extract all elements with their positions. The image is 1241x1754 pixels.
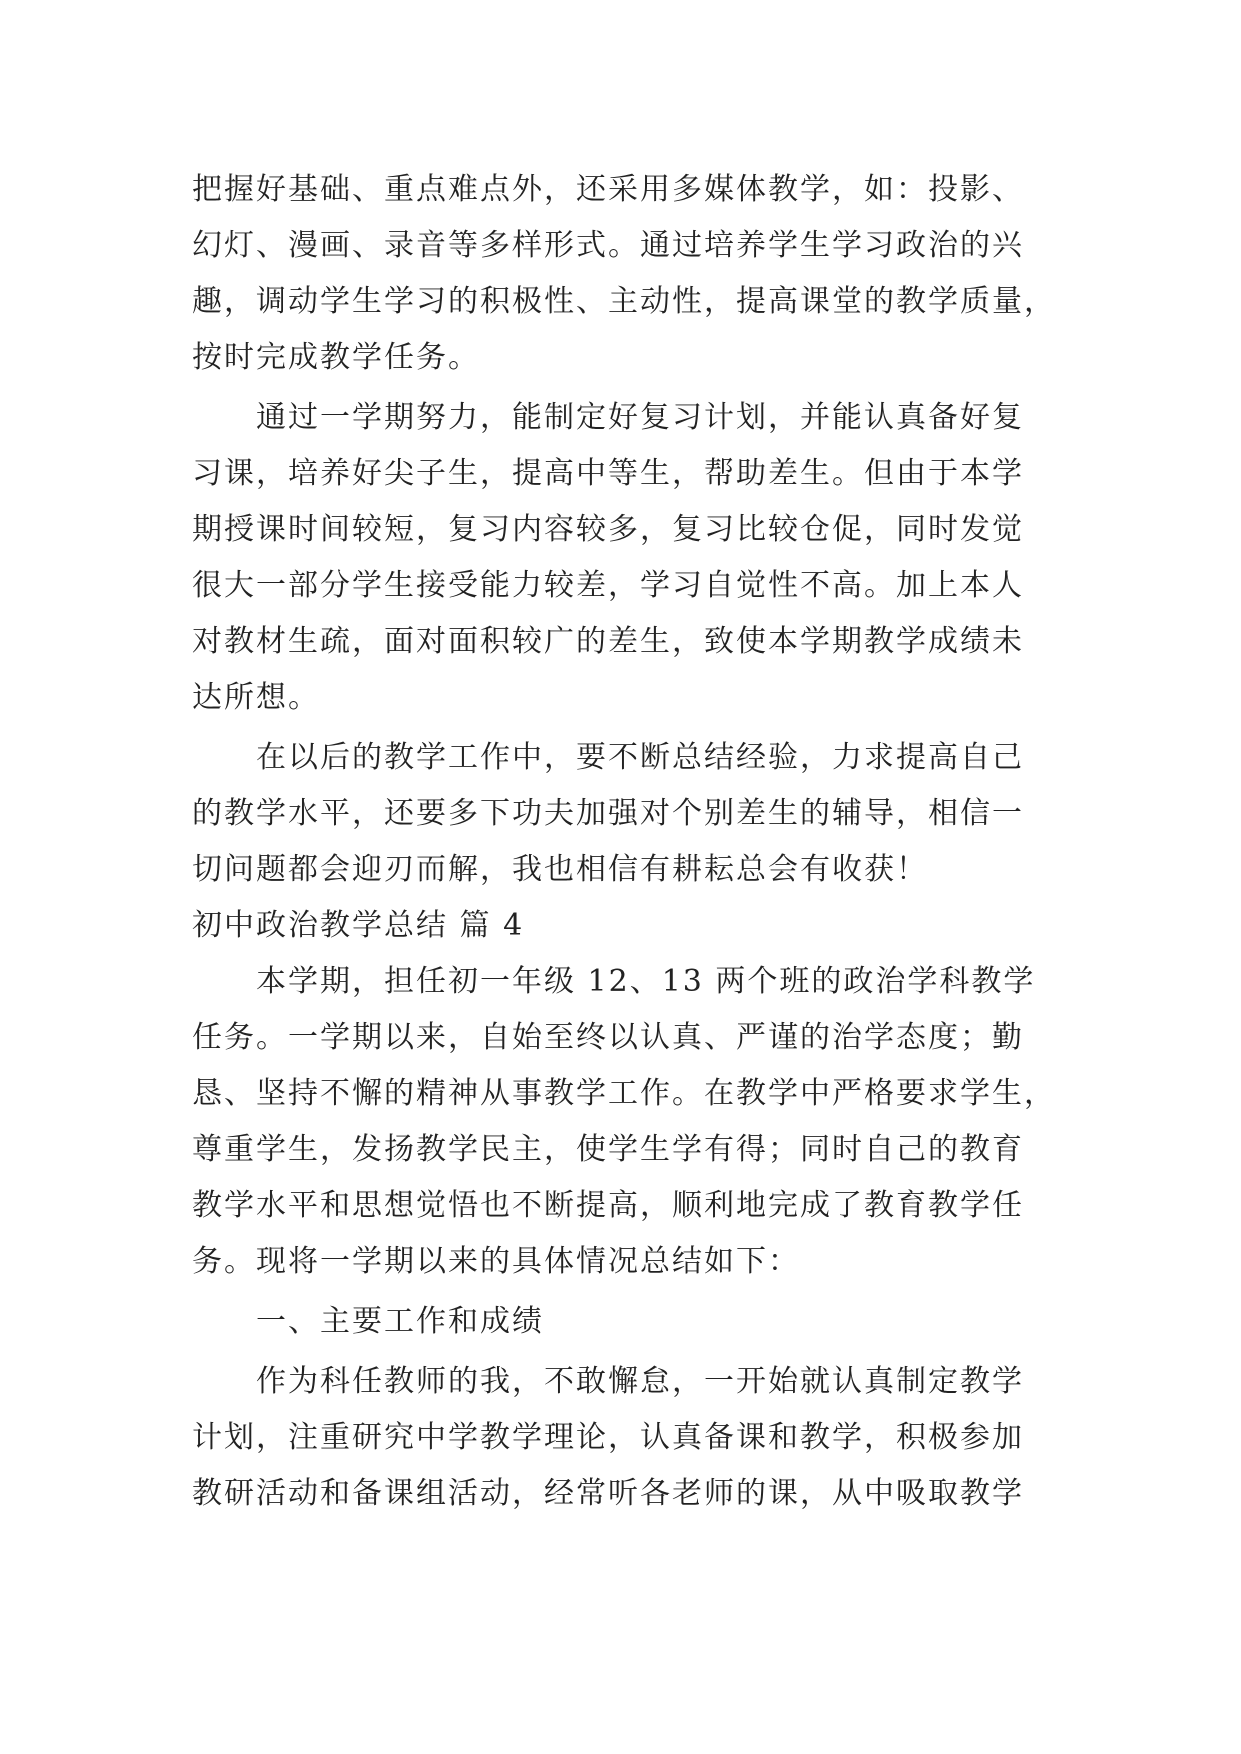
text-line: 对教材生疏，面对面积较广的差生，致使本学期教学成绩未	[192, 624, 1024, 659]
paragraph-1	[192, 162, 1072, 386]
paragraph-4	[192, 954, 1072, 1290]
text-line: 教学水平和思想觉悟也不断提高，顺利地完成了教育教学任	[192, 1188, 1024, 1223]
text-line: 很大一部分学生接受能力较差，学习自觉性不高。加上本人	[192, 568, 1024, 603]
text-line: 达所想。	[192, 680, 320, 715]
text-line: 通过一学期努力，能制定好复习计划，并能认真备好复	[256, 400, 1024, 435]
text-line: 本学期，担任初一年级 12、13 两个班的政治学科教学	[256, 964, 1036, 999]
subheading: 一、主要工作和成绩	[256, 1304, 544, 1339]
paragraph-3	[192, 730, 1072, 898]
document-body	[192, 162, 1072, 1522]
text-line: 在以后的教学工作中，要不断总结经验，力求提高自己	[256, 740, 1024, 775]
text-line: 教研活动和备课组活动，经常听各老师的课，从中吸取教学	[192, 1476, 1024, 1511]
text-line: 恳、坚持不懈的精神从事教学工作。在教学中严格要求学生，	[192, 1076, 1056, 1111]
paragraph-5	[192, 1354, 1072, 1522]
paragraph-2	[192, 390, 1072, 726]
text-line: 习课，培养好尖子生，提高中等生，帮助差生。但由于本学	[192, 456, 1024, 491]
text-line: 计划，注重研究中学教学理论，认真备课和教学，积极参加	[192, 1420, 1024, 1455]
text-line: 幻灯、漫画、录音等多样形式。通过培养学生学习政治的兴	[192, 228, 1024, 263]
text-line: 趣，调动学生学习的积极性、主动性，提高课堂的教学质量，	[192, 284, 1056, 319]
text-line: 务。现将一学期以来的具体情况总结如下：	[192, 1244, 800, 1279]
text-line: 尊重学生，发扬教学民主，使学生学有得；同时自己的教育	[192, 1132, 1024, 1167]
text-line: 期授课时间较短，复习内容较多，复习比较仓促，同时发觉	[192, 512, 1024, 547]
section-heading: 初中政治教学总结 篇 4	[192, 908, 525, 943]
text-line: 作为科任教师的我，不敢懈怠，一开始就认真制定教学	[256, 1364, 1024, 1399]
text-line: 把握好基础、重点难点外，还采用多媒体教学，如：投影、	[192, 172, 1024, 207]
text-line: 切问题都会迎刃而解，我也相信有耕耘总会有收获！	[192, 852, 928, 887]
text-line: 的教学水平，还要多下功夫加强对个别差生的辅导，相信一	[192, 796, 1024, 831]
text-line: 按时完成教学任务。	[192, 340, 480, 375]
text-line: 任务。一学期以来，自始至终以认真、严谨的治学态度；勤	[192, 1020, 1024, 1055]
